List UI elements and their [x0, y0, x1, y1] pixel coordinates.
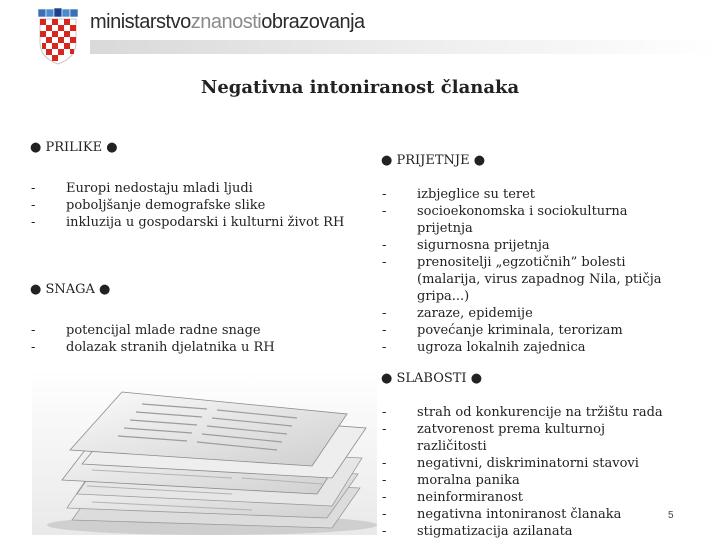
header [0, 0, 720, 70]
list-item: - moralna panika [382, 472, 672, 489]
header-band [90, 40, 720, 54]
snaga-list [31, 322, 351, 356]
prijetnje-heading: ● PRIJETNJE ● [381, 153, 486, 168]
list-item: - stigmatizacija azilanata [382, 523, 672, 540]
ministry-name [90, 11, 365, 34]
list-item: - sigurnosna prijetnja [382, 237, 682, 254]
croatian-coat-of-arms-logo [36, 8, 80, 70]
list-item: - Europi nedostaju mladi ljudi [31, 180, 351, 197]
list-item: - zatvorenost prema kulturnoj različitosti [382, 421, 672, 455]
ministry-name-part3: obrazovanja [261, 11, 365, 33]
slide-title: Negativna intoniranost članaka [200, 77, 520, 98]
list-item: - socioekonomska i sociokulturna prijetnja [382, 203, 682, 237]
list-item: - inkluzija u gospodarski i kulturni život RH [31, 214, 351, 231]
slabosti-heading: ● SLABOSTI ● [381, 371, 483, 386]
list-item: - ugroza lokalnih zajednica [382, 339, 682, 356]
coat-of-arms-icon [36, 8, 80, 66]
list-item: - zaraze, epidemije [382, 305, 682, 322]
prilike-heading: ● PRILIKE ● [30, 140, 118, 155]
list-item: - negativni, diskriminatorni stavovi [382, 455, 672, 472]
list-item: - strah od konkurencije na tržištu rada [382, 404, 672, 421]
list-item: - potencijal mlade radne snage [31, 322, 351, 339]
prijetnje-list [382, 186, 682, 356]
list-item: - izbjeglice su teret [382, 186, 682, 203]
list-item: - povećanje kriminala, terorizam [382, 322, 682, 339]
list-item: - prenositelji „egzotičnih” bolesti (malarija, virus zapadnog Nila, ptičja gripa...) [382, 254, 682, 305]
list-item: - neinformiranost [382, 489, 672, 506]
ministry-name-part1: ministarstvo [90, 11, 191, 33]
list-item: - dolazak stranih djelatnika u RH [31, 339, 351, 356]
page-number: 5 [668, 510, 674, 521]
list-item: - poboljšanje demografske slike [31, 197, 351, 214]
list-item: - negativna intoniranost članaka [382, 506, 672, 523]
snaga-heading: ● SNAGA ● [30, 282, 111, 297]
newspapers-photo [32, 370, 377, 535]
ministry-name-part2: znanosti [190, 11, 262, 33]
newspaper-stack-icon [32, 370, 377, 535]
slabosti-list [382, 404, 672, 540]
prilike-list [31, 180, 351, 231]
